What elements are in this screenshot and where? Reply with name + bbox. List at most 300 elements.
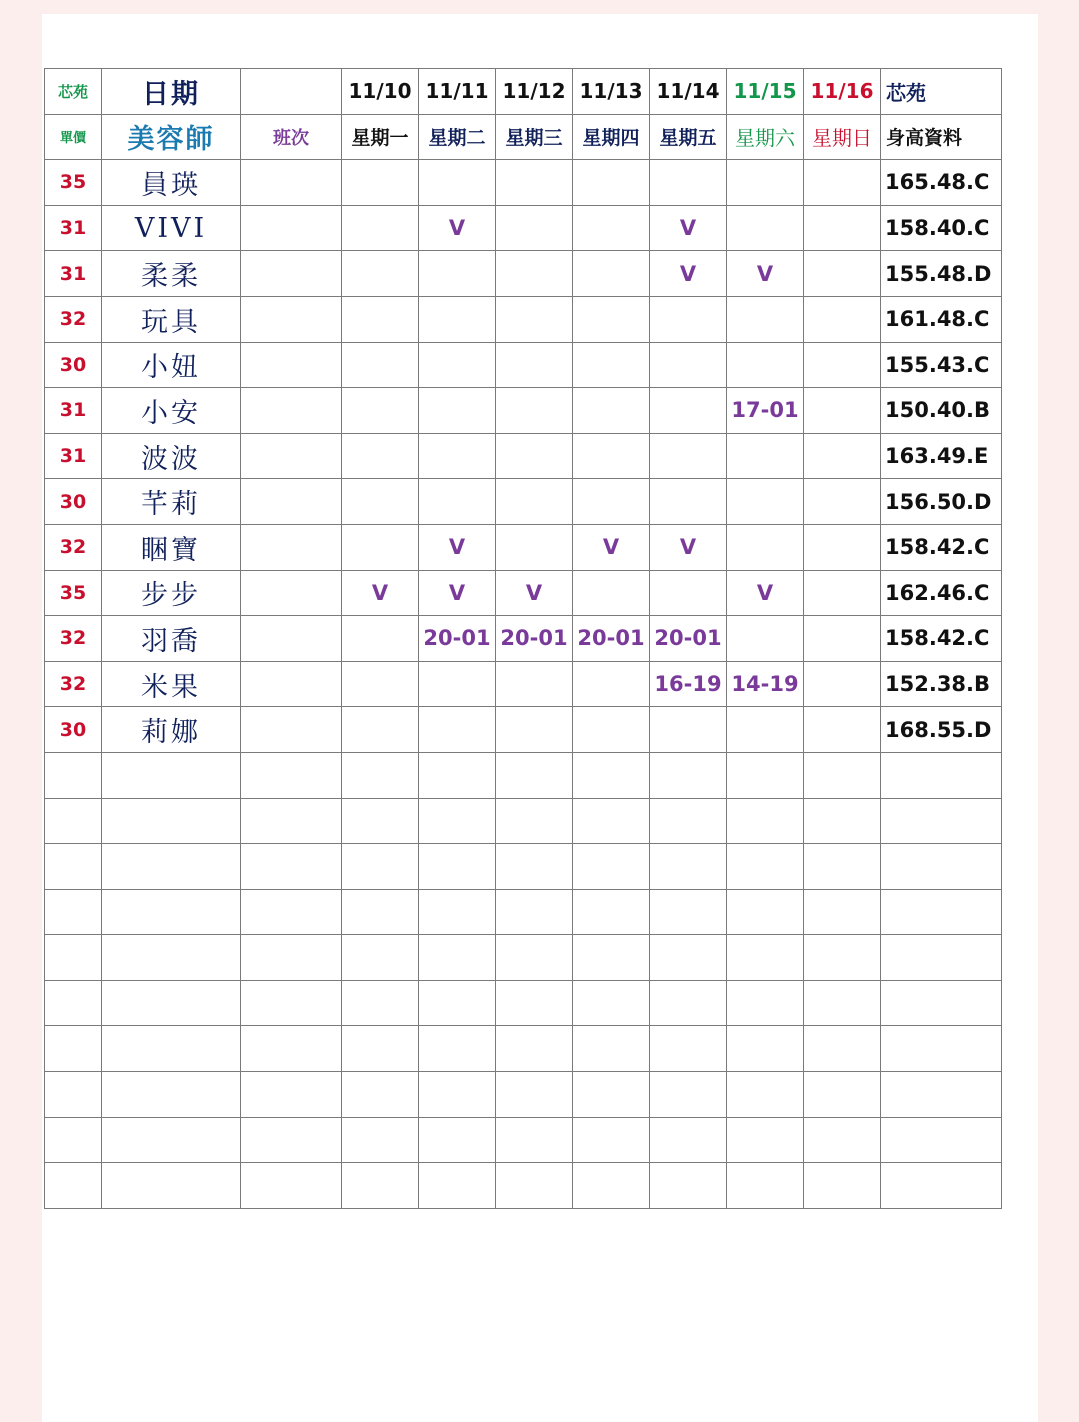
schedule-cell-tue — [419, 661, 496, 707]
schedule-cell-tue — [419, 342, 496, 388]
empty-cell — [804, 1072, 881, 1118]
schedule-sheet — [42, 14, 1038, 1422]
height-data-cell: 162.46.C — [881, 570, 1002, 616]
table-row — [45, 707, 1002, 753]
unit-price-cell: 30 — [45, 342, 102, 388]
empty-cell — [727, 935, 804, 981]
schedule-cell-wed: 20-01 — [496, 616, 573, 662]
empty-cell — [650, 980, 727, 1026]
empty-cell — [496, 935, 573, 981]
empty-cell — [573, 1072, 650, 1118]
date-label: 日期 — [102, 69, 241, 115]
empty-cell — [45, 1163, 102, 1209]
empty-cell — [573, 1117, 650, 1163]
schedule-cell-wed: V — [496, 570, 573, 616]
schedule-cell-mon — [342, 205, 419, 251]
empty-cell — [496, 1072, 573, 1118]
empty-cell — [419, 798, 496, 844]
empty-cell — [102, 1026, 241, 1072]
shift-cell — [241, 524, 342, 570]
schedule-cell-sat — [727, 342, 804, 388]
date-fri: 11/14 — [650, 69, 727, 115]
unit-price-cell: 31 — [45, 388, 102, 434]
weekday-mon: 星期一 — [342, 114, 419, 160]
beautician-name-cell: 波波 — [102, 433, 241, 479]
schedule-cell-fri: 20-01 — [650, 616, 727, 662]
empty-cell — [804, 752, 881, 798]
empty-table-row — [45, 1117, 1002, 1163]
schedule-cell-fri — [650, 570, 727, 616]
empty-cell — [342, 1072, 419, 1118]
shift-cell — [241, 251, 342, 297]
table-row — [45, 661, 1002, 707]
schedule-cell-thu — [573, 251, 650, 297]
shift-label: 班次 — [241, 114, 342, 160]
schedule-cell-sat — [727, 205, 804, 251]
schedule-cell-mon — [342, 524, 419, 570]
schedule-cell-tue — [419, 296, 496, 342]
beautician-name-cell: 柔柔 — [102, 251, 241, 297]
schedule-cell-sat: V — [727, 251, 804, 297]
empty-cell — [804, 1117, 881, 1163]
beautician-name-cell: 羽喬 — [102, 616, 241, 662]
empty-cell — [650, 844, 727, 890]
empty-cell — [573, 935, 650, 981]
empty-table-row — [45, 1072, 1002, 1118]
height-data-cell: 163.49.E — [881, 433, 1002, 479]
empty-table-row — [45, 844, 1002, 890]
empty-cell — [342, 798, 419, 844]
empty-cell — [881, 889, 1002, 935]
empty-cell — [727, 798, 804, 844]
empty-cell — [496, 1163, 573, 1209]
empty-cell — [45, 798, 102, 844]
empty-cell — [650, 798, 727, 844]
shift-cell — [241, 707, 342, 753]
beautician-name-cell: 員瑛 — [102, 160, 241, 206]
schedule-cell-wed — [496, 479, 573, 525]
empty-cell — [45, 889, 102, 935]
schedule-cell-fri — [650, 160, 727, 206]
schedule-cell-wed — [496, 342, 573, 388]
beautician-name-cell: 步步 — [102, 570, 241, 616]
schedule-cell-thu — [573, 479, 650, 525]
empty-cell — [102, 752, 241, 798]
empty-cell — [102, 935, 241, 981]
date-wed: 11/12 — [496, 69, 573, 115]
empty-cell — [881, 1072, 1002, 1118]
schedule-cell-mon — [342, 616, 419, 662]
unit-price-cell: 32 — [45, 661, 102, 707]
schedule-cell-tue: V — [419, 570, 496, 616]
schedule-cell-sat: V — [727, 570, 804, 616]
schedule-cell-tue — [419, 251, 496, 297]
table-row — [45, 160, 1002, 206]
empty-cell — [650, 935, 727, 981]
schedule-cell-sat — [727, 707, 804, 753]
schedule-cell-mon — [342, 479, 419, 525]
beautician-name-cell: 芊莉 — [102, 479, 241, 525]
empty-cell — [496, 889, 573, 935]
schedule-cell-wed — [496, 433, 573, 479]
schedule-cell-thu: 20-01 — [573, 616, 650, 662]
empty-cell — [573, 844, 650, 890]
table-row — [45, 479, 1002, 525]
empty-cell — [496, 798, 573, 844]
empty-cell — [241, 844, 342, 890]
height-data-cell: 161.48.C — [881, 296, 1002, 342]
beautician-name-cell: 小妞 — [102, 342, 241, 388]
empty-table-row — [45, 798, 1002, 844]
table-row — [45, 251, 1002, 297]
schedule-cell-sun — [804, 524, 881, 570]
brand-right: 芯苑 — [881, 69, 1002, 115]
empty-cell — [45, 935, 102, 981]
empty-cell — [342, 1117, 419, 1163]
empty-cell — [804, 935, 881, 981]
empty-cell — [650, 1117, 727, 1163]
empty-cell — [241, 1026, 342, 1072]
schedule-cell-mon — [342, 661, 419, 707]
empty-cell — [241, 1163, 342, 1209]
empty-cell — [727, 1026, 804, 1072]
schedule-cell-wed — [496, 160, 573, 206]
unit-price-cell: 30 — [45, 707, 102, 753]
empty-cell — [727, 844, 804, 890]
empty-cell — [241, 1072, 342, 1118]
empty-table-row — [45, 889, 1002, 935]
empty-cell — [419, 980, 496, 1026]
empty-cell — [727, 1072, 804, 1118]
schedule-cell-tue: V — [419, 205, 496, 251]
schedule-cell-tue — [419, 707, 496, 753]
schedule-cell-sun — [804, 661, 881, 707]
schedule-cell-wed — [496, 296, 573, 342]
empty-cell — [727, 1117, 804, 1163]
empty-cell — [881, 752, 1002, 798]
empty-cell — [102, 798, 241, 844]
empty-cell — [573, 1163, 650, 1209]
unit-price-cell: 31 — [45, 251, 102, 297]
table-row — [45, 433, 1002, 479]
empty-cell — [804, 1163, 881, 1209]
schedule-cell-wed — [496, 524, 573, 570]
empty-cell — [881, 798, 1002, 844]
table-row — [45, 205, 1002, 251]
table-row — [45, 616, 1002, 662]
schedule-cell-tue — [419, 479, 496, 525]
date-header-row — [45, 69, 1002, 115]
schedule-cell-sun — [804, 433, 881, 479]
empty-cell — [573, 889, 650, 935]
schedule-cell-fri — [650, 479, 727, 525]
shift-cell — [241, 205, 342, 251]
schedule-cell-tue — [419, 388, 496, 434]
schedule-cell-fri — [650, 388, 727, 434]
empty-cell — [496, 1117, 573, 1163]
table-row — [45, 388, 1002, 434]
unit-price-cell: 32 — [45, 524, 102, 570]
empty-cell — [573, 798, 650, 844]
shift-cell — [241, 479, 342, 525]
empty-cell — [650, 1026, 727, 1072]
empty-cell — [573, 1026, 650, 1072]
unit-price-label: 單價 — [45, 114, 102, 160]
empty-cell — [650, 889, 727, 935]
schedule-cell-sat — [727, 296, 804, 342]
shift-cell — [241, 433, 342, 479]
empty-cell — [804, 1026, 881, 1072]
empty-cell — [241, 935, 342, 981]
shift-cell — [241, 570, 342, 616]
empty-cell — [727, 980, 804, 1026]
empty-cell — [102, 889, 241, 935]
schedule-cell-fri: 16-19 — [650, 661, 727, 707]
schedule-cell-mon — [342, 342, 419, 388]
table-row — [45, 570, 1002, 616]
schedule-cell-thu: V — [573, 524, 650, 570]
empty-cell — [650, 1163, 727, 1209]
schedule-cell-tue: 20-01 — [419, 616, 496, 662]
height-data-cell: 152.38.B — [881, 661, 1002, 707]
date-tue: 11/11 — [419, 69, 496, 115]
empty-cell — [342, 935, 419, 981]
schedule-cell-sat: 17-01 — [727, 388, 804, 434]
schedule-cell-sun — [804, 296, 881, 342]
empty-header-cell — [241, 69, 342, 115]
schedule-cell-wed — [496, 661, 573, 707]
date-sun: 11/16 — [804, 69, 881, 115]
height-data-cell: 150.40.B — [881, 388, 1002, 434]
empty-cell — [45, 752, 102, 798]
empty-cell — [881, 844, 1002, 890]
schedule-cell-sun — [804, 570, 881, 616]
weekday-tue: 星期二 — [419, 114, 496, 160]
empty-cell — [804, 844, 881, 890]
weekday-fri: 星期五 — [650, 114, 727, 160]
schedule-cell-thu — [573, 296, 650, 342]
empty-table-row — [45, 1163, 1002, 1209]
empty-cell — [102, 1163, 241, 1209]
empty-cell — [496, 844, 573, 890]
schedule-cell-fri — [650, 296, 727, 342]
empty-cell — [881, 1026, 1002, 1072]
beautician-label: 美容師 — [102, 114, 241, 160]
schedule-cell-fri — [650, 433, 727, 479]
empty-cell — [45, 1026, 102, 1072]
shift-cell — [241, 616, 342, 662]
schedule-cell-sat: 14-19 — [727, 661, 804, 707]
beautician-name-cell: 睏寶 — [102, 524, 241, 570]
weekday-wed: 星期三 — [496, 114, 573, 160]
empty-cell — [804, 980, 881, 1026]
empty-cell — [45, 1117, 102, 1163]
schedule-cell-thu — [573, 661, 650, 707]
schedule-cell-wed — [496, 707, 573, 753]
empty-table-row — [45, 1026, 1002, 1072]
schedule-cell-sun — [804, 160, 881, 206]
schedule-table — [44, 68, 1002, 1209]
empty-cell — [241, 752, 342, 798]
schedule-cell-wed — [496, 205, 573, 251]
height-data-cell: 158.42.C — [881, 616, 1002, 662]
empty-cell — [342, 844, 419, 890]
weekday-sat: 星期六 — [727, 114, 804, 160]
empty-cell — [419, 935, 496, 981]
empty-cell — [342, 1026, 419, 1072]
schedule-cell-sat — [727, 524, 804, 570]
empty-cell — [419, 844, 496, 890]
empty-cell — [342, 1163, 419, 1209]
height-data-cell: 165.48.C — [881, 160, 1002, 206]
schedule-cell-mon — [342, 707, 419, 753]
empty-cell — [45, 844, 102, 890]
empty-cell — [241, 798, 342, 844]
height-data-cell: 156.50.D — [881, 479, 1002, 525]
unit-price-cell: 32 — [45, 616, 102, 662]
empty-cell — [419, 1026, 496, 1072]
schedule-cell-sat — [727, 616, 804, 662]
empty-cell — [727, 752, 804, 798]
date-sat: 11/15 — [727, 69, 804, 115]
date-thu: 11/13 — [573, 69, 650, 115]
schedule-cell-fri — [650, 342, 727, 388]
empty-cell — [419, 1072, 496, 1118]
schedule-cell-thu — [573, 205, 650, 251]
empty-cell — [804, 798, 881, 844]
weekday-sun: 星期日 — [804, 114, 881, 160]
unit-price-cell: 35 — [45, 570, 102, 616]
shift-cell — [241, 296, 342, 342]
empty-table-row — [45, 980, 1002, 1026]
height-data-cell: 158.40.C — [881, 205, 1002, 251]
empty-cell — [241, 889, 342, 935]
empty-cell — [727, 1163, 804, 1209]
beautician-name-cell: 莉娜 — [102, 707, 241, 753]
unit-price-cell: 32 — [45, 296, 102, 342]
empty-cell — [650, 752, 727, 798]
schedule-cell-sat — [727, 479, 804, 525]
schedule-cell-mon: V — [342, 570, 419, 616]
schedule-cell-mon — [342, 160, 419, 206]
empty-cell — [573, 752, 650, 798]
schedule-cell-sun — [804, 205, 881, 251]
empty-cell — [241, 1117, 342, 1163]
schedule-cell-tue: V — [419, 524, 496, 570]
empty-cell — [419, 1163, 496, 1209]
empty-cell — [881, 1163, 1002, 1209]
beautician-name-cell: 小安 — [102, 388, 241, 434]
empty-cell — [102, 1117, 241, 1163]
empty-cell — [102, 844, 241, 890]
empty-table-row — [45, 752, 1002, 798]
unit-price-cell: 31 — [45, 205, 102, 251]
schedule-cell-mon — [342, 251, 419, 297]
schedule-cell-sun — [804, 479, 881, 525]
brand-left: 芯苑 — [45, 69, 102, 115]
unit-price-cell: 30 — [45, 479, 102, 525]
empty-cell — [342, 752, 419, 798]
height-data-cell: 158.42.C — [881, 524, 1002, 570]
schedule-cell-thu — [573, 570, 650, 616]
shift-cell — [241, 661, 342, 707]
shift-cell — [241, 160, 342, 206]
empty-cell — [496, 980, 573, 1026]
shift-cell — [241, 342, 342, 388]
empty-cell — [342, 980, 419, 1026]
empty-cell — [102, 1072, 241, 1118]
height-data-cell: 168.55.D — [881, 707, 1002, 753]
schedule-cell-sat — [727, 160, 804, 206]
schedule-cell-thu — [573, 433, 650, 479]
table-row — [45, 342, 1002, 388]
empty-cell — [573, 980, 650, 1026]
empty-cell — [804, 889, 881, 935]
weekday-thu: 星期四 — [573, 114, 650, 160]
height-label: 身高資料 — [881, 114, 1002, 160]
empty-cell — [342, 889, 419, 935]
schedule-cell-fri: V — [650, 524, 727, 570]
beautician-name-cell: 米果 — [102, 661, 241, 707]
empty-cell — [419, 1117, 496, 1163]
schedule-cell-wed — [496, 251, 573, 297]
table-row — [45, 296, 1002, 342]
empty-cell — [881, 980, 1002, 1026]
schedule-cell-wed — [496, 388, 573, 434]
table-row — [45, 524, 1002, 570]
weekday-header-row — [45, 114, 1002, 160]
schedule-cell-mon — [342, 296, 419, 342]
beautician-name-cell: 玩具 — [102, 296, 241, 342]
schedule-cell-thu — [573, 707, 650, 753]
unit-price-cell: 31 — [45, 433, 102, 479]
empty-cell — [881, 935, 1002, 981]
schedule-cell-tue — [419, 160, 496, 206]
schedule-cell-fri — [650, 707, 727, 753]
empty-cell — [241, 980, 342, 1026]
schedule-cell-fri: V — [650, 251, 727, 297]
empty-cell — [102, 980, 241, 1026]
empty-cell — [650, 1072, 727, 1118]
schedule-cell-sun — [804, 616, 881, 662]
empty-cell — [881, 1117, 1002, 1163]
schedule-cell-sun — [804, 707, 881, 753]
date-mon: 11/10 — [342, 69, 419, 115]
empty-cell — [727, 889, 804, 935]
height-data-cell: 155.48.D — [881, 251, 1002, 297]
schedule-cell-mon — [342, 388, 419, 434]
schedule-cell-sat — [727, 433, 804, 479]
schedule-cell-mon — [342, 433, 419, 479]
schedule-cell-sun — [804, 251, 881, 297]
schedule-cell-sun — [804, 388, 881, 434]
unit-price-cell: 35 — [45, 160, 102, 206]
empty-cell — [419, 889, 496, 935]
empty-cell — [419, 752, 496, 798]
beautician-name-cell: VIVI — [102, 205, 241, 251]
schedule-cell-fri: V — [650, 205, 727, 251]
schedule-cell-thu — [573, 160, 650, 206]
schedule-cell-thu — [573, 342, 650, 388]
empty-table-row — [45, 935, 1002, 981]
height-data-cell: 155.43.C — [881, 342, 1002, 388]
schedule-cell-sun — [804, 342, 881, 388]
shift-cell — [241, 388, 342, 434]
empty-cell — [496, 752, 573, 798]
empty-cell — [45, 980, 102, 1026]
empty-cell — [496, 1026, 573, 1072]
schedule-cell-thu — [573, 388, 650, 434]
